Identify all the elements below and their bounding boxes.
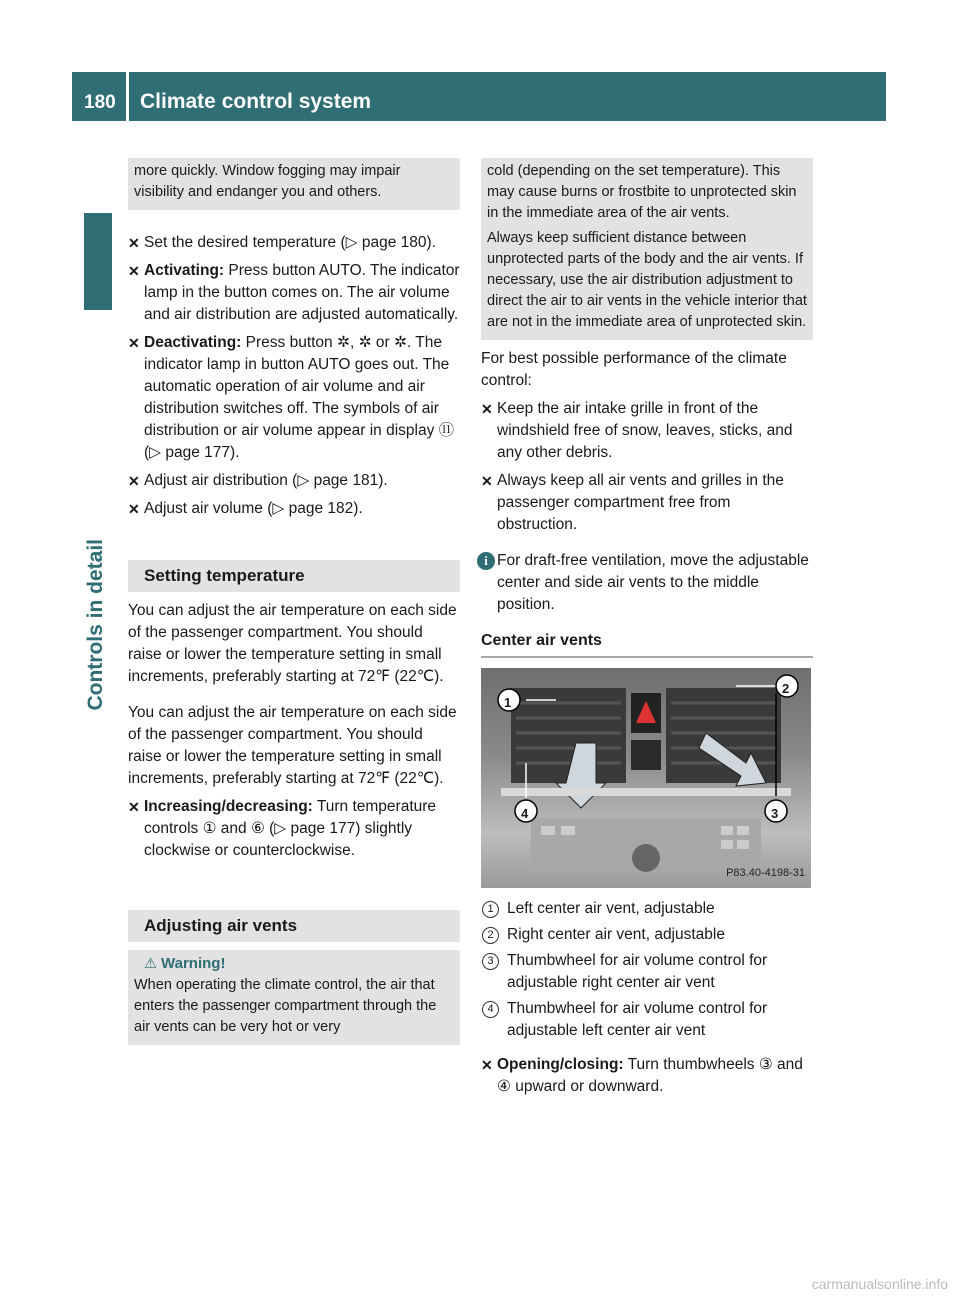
step-item (128, 232, 460, 254)
step-text: Adjust air volume (▷ page 182). (144, 500, 363, 517)
warning-continuation-1: cold (depending on the set temperature). This may cause burns or frostbite to unprotected skin in the immediate area of the air vents. (487, 163, 797, 221)
section-heading-vents: Adjusting air vents (128, 910, 460, 942)
legend-list (481, 898, 813, 1042)
step-marker-icon: ✕ (128, 235, 140, 251)
callout-label-4: 4 (521, 806, 529, 821)
step-item (481, 470, 813, 536)
step-text: Press button AUTO. The indicator lamp in the button comes on. The air volume and air distribution are adjusted automatically. (144, 262, 460, 323)
step-marker-icon: ✕ (128, 473, 140, 489)
step-text: Turn thumbwheels ③ and ④ upward or downward. (497, 1056, 803, 1095)
left-column (128, 158, 460, 1045)
step-marker-icon: ✕ (128, 799, 140, 815)
legend-text: Right center air vent, adjustable (507, 926, 725, 943)
step-text: Adjust air distribution (▷ page 181). (144, 472, 388, 489)
step-bold: Increasing/decreasing: (144, 798, 313, 815)
legend-text: Thumbwheel for air volume control for adjustable right center air vent (507, 952, 768, 991)
warning-title: Warning! (161, 955, 226, 972)
page-title: Climate control system (140, 90, 372, 113)
step-marker-icon: ✕ (128, 501, 140, 517)
vents-illustration (481, 668, 811, 888)
warning-continuation-2: Always keep sufficient distance between unprotected parts of the body and the air vents. If necessary, use the air distribution adjustment to direct the air to air vents in the vehicle interior that are not in the immediate area of unprotected skin. (487, 230, 807, 330)
temperature-paragraph-2: You can adjust the air temperature on each side of the passenger compartment. You should raise or lower the temperature setting in small increments, preferably starting at 72℉ (22℃). (128, 704, 457, 787)
step-text: Keep the air intake grille in front of the windshield free of snow, leaves, sticks, and any other debris. (497, 400, 793, 461)
step-bold: Opening/closing: (497, 1056, 624, 1073)
callout-label-1: 1 (504, 695, 512, 710)
step-marker-icon: ✕ (481, 473, 493, 489)
legend-number: 1 (482, 901, 499, 918)
center-air-vents-photo (481, 668, 811, 888)
step-item (128, 498, 460, 520)
center-air-vents-heading: Center air vents (481, 630, 813, 658)
header-separator (126, 72, 129, 121)
performance-paragraph: For best possible performance of the climate control: (481, 350, 787, 389)
legend-number: 4 (482, 1001, 499, 1018)
warning-header (144, 953, 454, 975)
step-marker-icon: ✕ (481, 1057, 493, 1073)
side-tab-marker (84, 213, 112, 310)
legend-text: Left center air vent, adjustable (507, 900, 715, 917)
step-text: Press button ✲, ✲ or ✲. The indicator lamp in button AUTO goes out. The automatic operation of air volume and air distribution switches off. The symbols of air distribution or air volume appear in display ⑪ (▷ page 177). (144, 334, 455, 461)
step-item (128, 796, 460, 862)
intro-warning-box (128, 158, 460, 210)
step-text: Turn temperature controls ① and ⑥ (▷ page 177) slightly clockwise or counterclockwise. (144, 798, 437, 859)
step-item (128, 260, 460, 326)
step-item (128, 470, 460, 492)
steps-list (128, 232, 460, 520)
right-column (481, 158, 813, 1104)
callout-label-3: 3 (771, 806, 779, 821)
info-icon: i (477, 552, 495, 570)
temperature-paragraph: You can adjust the air temperature on each side of the passenger compartment. You should raise or lower the temperature setting in small increments, preferably starting at 72℉ (22℃). (128, 602, 457, 685)
legend-number: 2 (482, 927, 499, 944)
photo-code: P83.40-4198-31 (726, 867, 805, 879)
step-marker-icon: ✕ (128, 263, 140, 279)
legend-number: 3 (482, 953, 499, 970)
step-marker-icon: ✕ (128, 335, 140, 351)
warning-triangle-icon: ⚠ (144, 956, 157, 972)
step-text: Set the desired temperature (▷ page 180). (144, 234, 436, 251)
legend-text: Thumbwheel for air volume control for adjustable left center air vent (507, 1000, 768, 1039)
step-marker-icon: ✕ (481, 401, 493, 417)
warning-text: When operating the climate control, the air that enters the passenger compartment through the air vents can be very hot or very (134, 977, 437, 1035)
legend-item (481, 998, 813, 1042)
step-item (481, 1054, 813, 1098)
step-text: Always keep all air vents and grilles in the passenger compartment free from obstruction. (497, 472, 784, 533)
info-note (481, 550, 813, 616)
step-item (128, 332, 460, 464)
page-number: 180 (84, 92, 116, 113)
warning-box (128, 950, 460, 1045)
legend-item (481, 898, 813, 920)
warning-continuation-box (481, 158, 813, 340)
footer-watermark: carmanualsonline.info (811, 1276, 948, 1292)
legend-item (481, 950, 813, 994)
step-bold: Activating: (144, 262, 225, 279)
section-heading-temperature: Setting temperature (128, 560, 460, 592)
step-bold: Deactivating: (144, 334, 242, 351)
callout-label-2: 2 (782, 681, 790, 696)
step-item (481, 398, 813, 464)
intro-warning-text: more quickly. Window fogging may impair visibility and endanger you and others. (134, 163, 401, 200)
info-text: For draft-free ventilation, move the adjustable center and side air vents to the middle position. (497, 552, 809, 613)
legend-item (481, 924, 813, 946)
